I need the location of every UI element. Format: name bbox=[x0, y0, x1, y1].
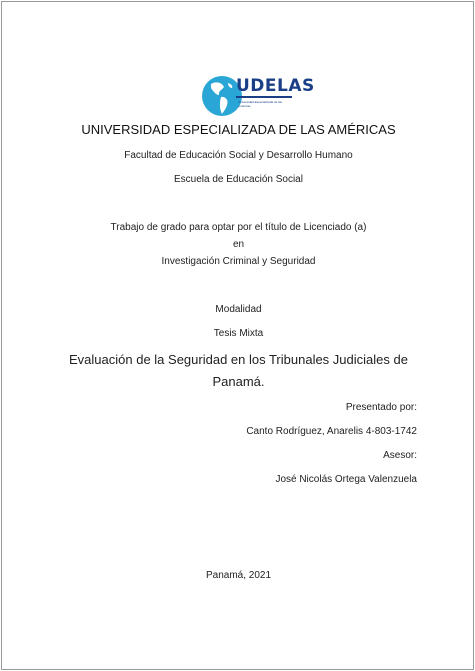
advisor-label: Asesor: bbox=[383, 450, 417, 461]
university-name: UNIVERSIDAD ESPECIALIZADA DE LAS AMÉRICAS bbox=[81, 122, 396, 137]
thesis-title-line-1: Evaluación de la Seguridad en los Tribunales Judiciales de bbox=[69, 352, 408, 367]
presented-by-label: Presentado por: bbox=[345, 402, 417, 413]
faculty-name: Facultad de Educación Social y Desarrollo Humano bbox=[124, 150, 353, 161]
udelas-logo bbox=[202, 72, 315, 120]
degree-line-1: Trabajo de grado para optar por el título de Licenciado (a) bbox=[110, 222, 367, 233]
modality-label: Modalidad bbox=[215, 304, 262, 315]
advisor-name: José Nicolás Ortega Valenzuela bbox=[275, 474, 417, 485]
logo-tagline: Universidad Especializada de las Américas bbox=[238, 100, 283, 108]
modality-value: Tesis Mixta bbox=[213, 328, 264, 339]
degree-line-2: en bbox=[232, 239, 245, 250]
place-date: Panamá, 2021 bbox=[205, 570, 272, 581]
logo-divider bbox=[236, 96, 292, 98]
thesis-title-line-2: Panamá. bbox=[212, 374, 265, 389]
document-page bbox=[1, 1, 474, 670]
author-name: Canto Rodríguez, Anarelis 4-803-1742 bbox=[246, 426, 417, 437]
logo-wordmark: UDELAS bbox=[236, 76, 315, 96]
school-name: Escuela de Educación Social bbox=[174, 174, 303, 185]
degree-line-3: Investigación Criminal y Seguridad bbox=[161, 256, 316, 267]
